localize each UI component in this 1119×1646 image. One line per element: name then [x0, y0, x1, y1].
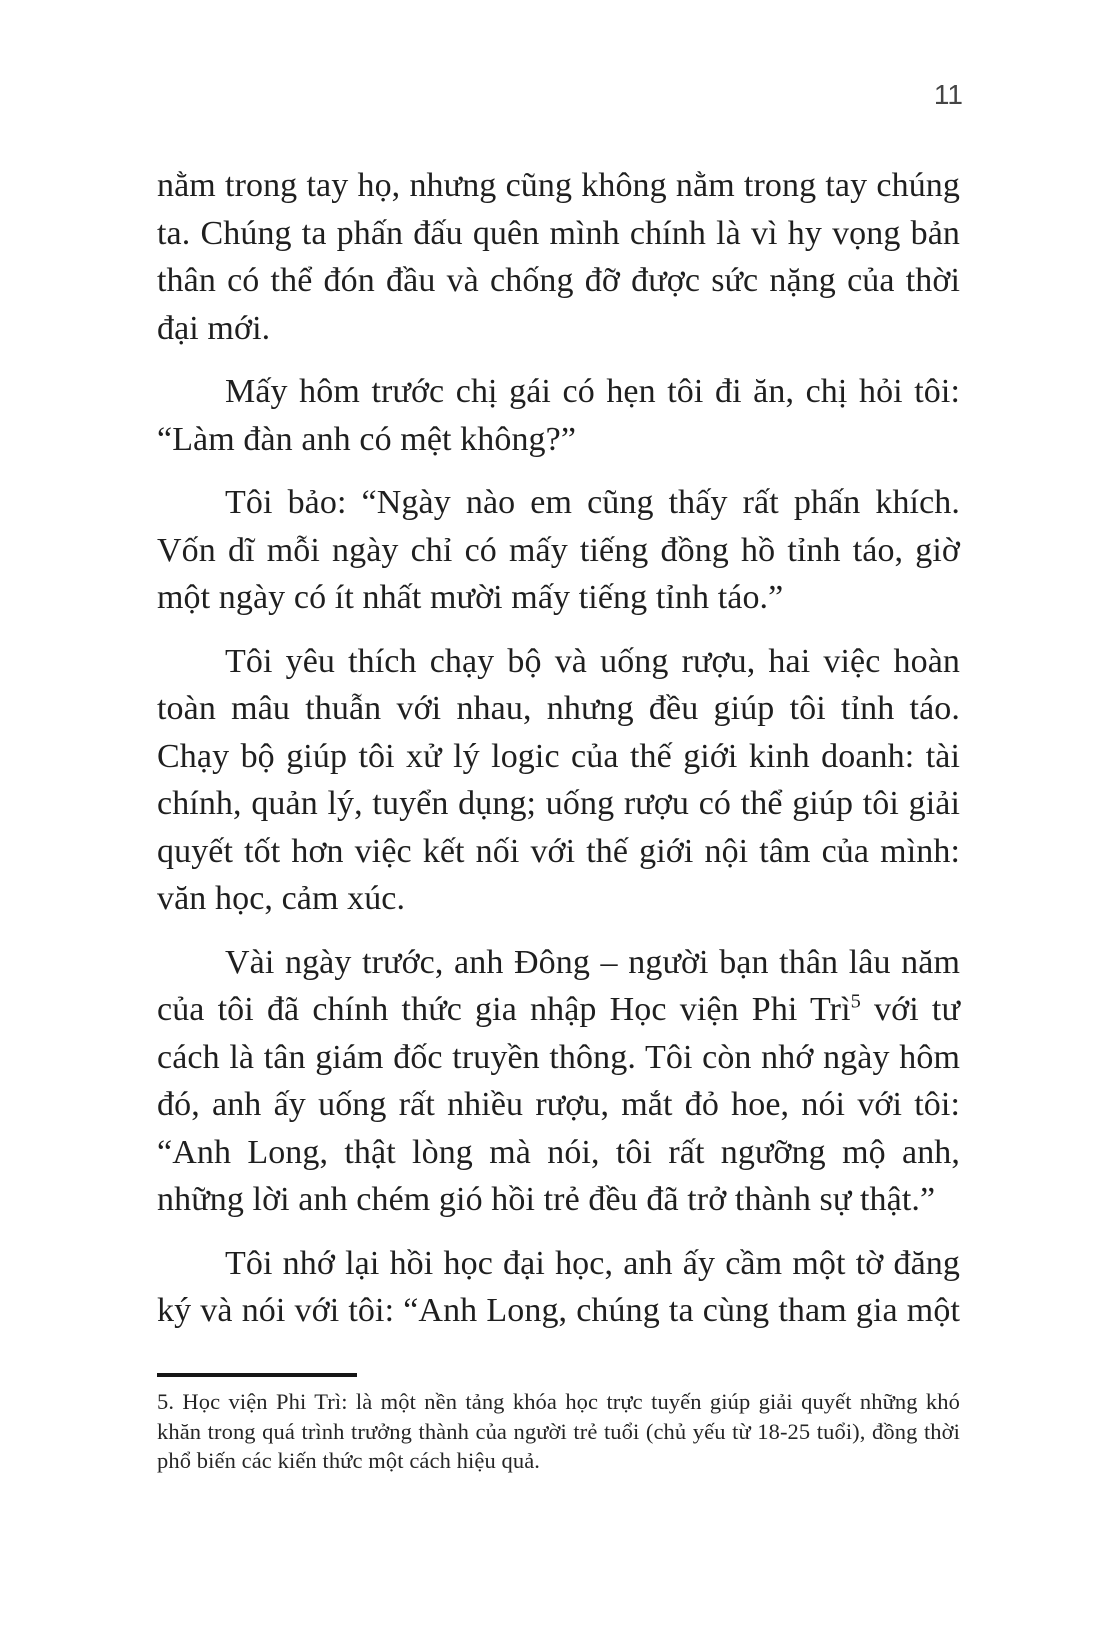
paragraph-3 — [157, 479, 960, 622]
paragraph-2 — [157, 368, 960, 463]
paragraph-text: Mấy hôm trước chị gái có hẹn tôi đi ăn, chị hỏi tôi: “Làm đàn anh có mệt không?” — [157, 373, 960, 458]
paragraph-text: Tôi bảo: “Ngày nào em cũng thấy rất phấn khích. Vốn dĩ mỗi ngày chỉ có mấy tiếng đồng hồ tỉnh táo, giờ một ngày có ít nhất mười mấy tiếng tỉnh táo.” — [157, 484, 960, 616]
page-number: 11 — [933, 79, 963, 110]
page-content — [157, 162, 960, 1351]
footnote-text: 5. Học viện Phi Trì: là một nền tảng khóa học trực tuyến giúp giải quyết những khó khăn trong quá trình trưởng thành của người trẻ tuổi (chủ yếu từ 18-25 tuổi), đồng thời phổ biến các kiến thức một cách hiệu quả. — [157, 1389, 960, 1473]
footnote-reference-marker: 5 — [850, 990, 861, 1013]
paragraph-text: nằm trong tay họ, nhưng cũng không nằm trong tay chúng ta. Chúng ta phấn đấu quên mình chính là vì hy vọng bản thân có thể đón đầu và chống đỡ được sức nặng của thời đại mới. — [157, 167, 960, 347]
paragraph-1 — [157, 162, 960, 352]
paragraph-text: Vài ngày trước, anh Đông – người bạn thân lâu năm của tôi đã chính thức gia nhập Học viện Phi Trì — [157, 943, 960, 1028]
paragraphs — [157, 162, 960, 1335]
paragraph-text: với tư cách là tân giám đốc truyền thông. Tôi còn nhớ ngày hôm đó, anh ấy uống rất nhiều rượu, mắt đỏ hoe, nói với tôi: “Anh Long, thật lòng mà nói, tôi rất ngưỡng mộ anh, những lời anh chém gió hồi trẻ đều đã trở thành sự thật.” — [157, 991, 960, 1218]
paragraph-text: Tôi yêu thích chạy bộ và uống rượu, hai việc hoàn toàn mâu thuẫn với nhau, nhưng đều giúp tôi tỉnh táo. Chạy bộ giúp tôi xử lý logic của thế giới kinh doanh: tài chính, quản lý, tuyển dụng; uống rượu có thể giúp tôi giải quyết tốt hơn việc kết nối với thế giới nội tâm của mình: văn học, cảm xúc. — [157, 642, 960, 917]
paragraph-6 — [157, 1240, 960, 1335]
paragraph-text: Tôi nhớ lại hồi học đại học, anh ấy cầm một tờ đăng ký và nói với tôi: “Anh Long, chúng ta cùng tham gia một — [157, 1244, 960, 1329]
paragraph-5 — [157, 939, 960, 1224]
paragraph-4 — [157, 638, 960, 923]
footnote-divider — [157, 1373, 357, 1377]
footnote — [157, 1373, 960, 1476]
